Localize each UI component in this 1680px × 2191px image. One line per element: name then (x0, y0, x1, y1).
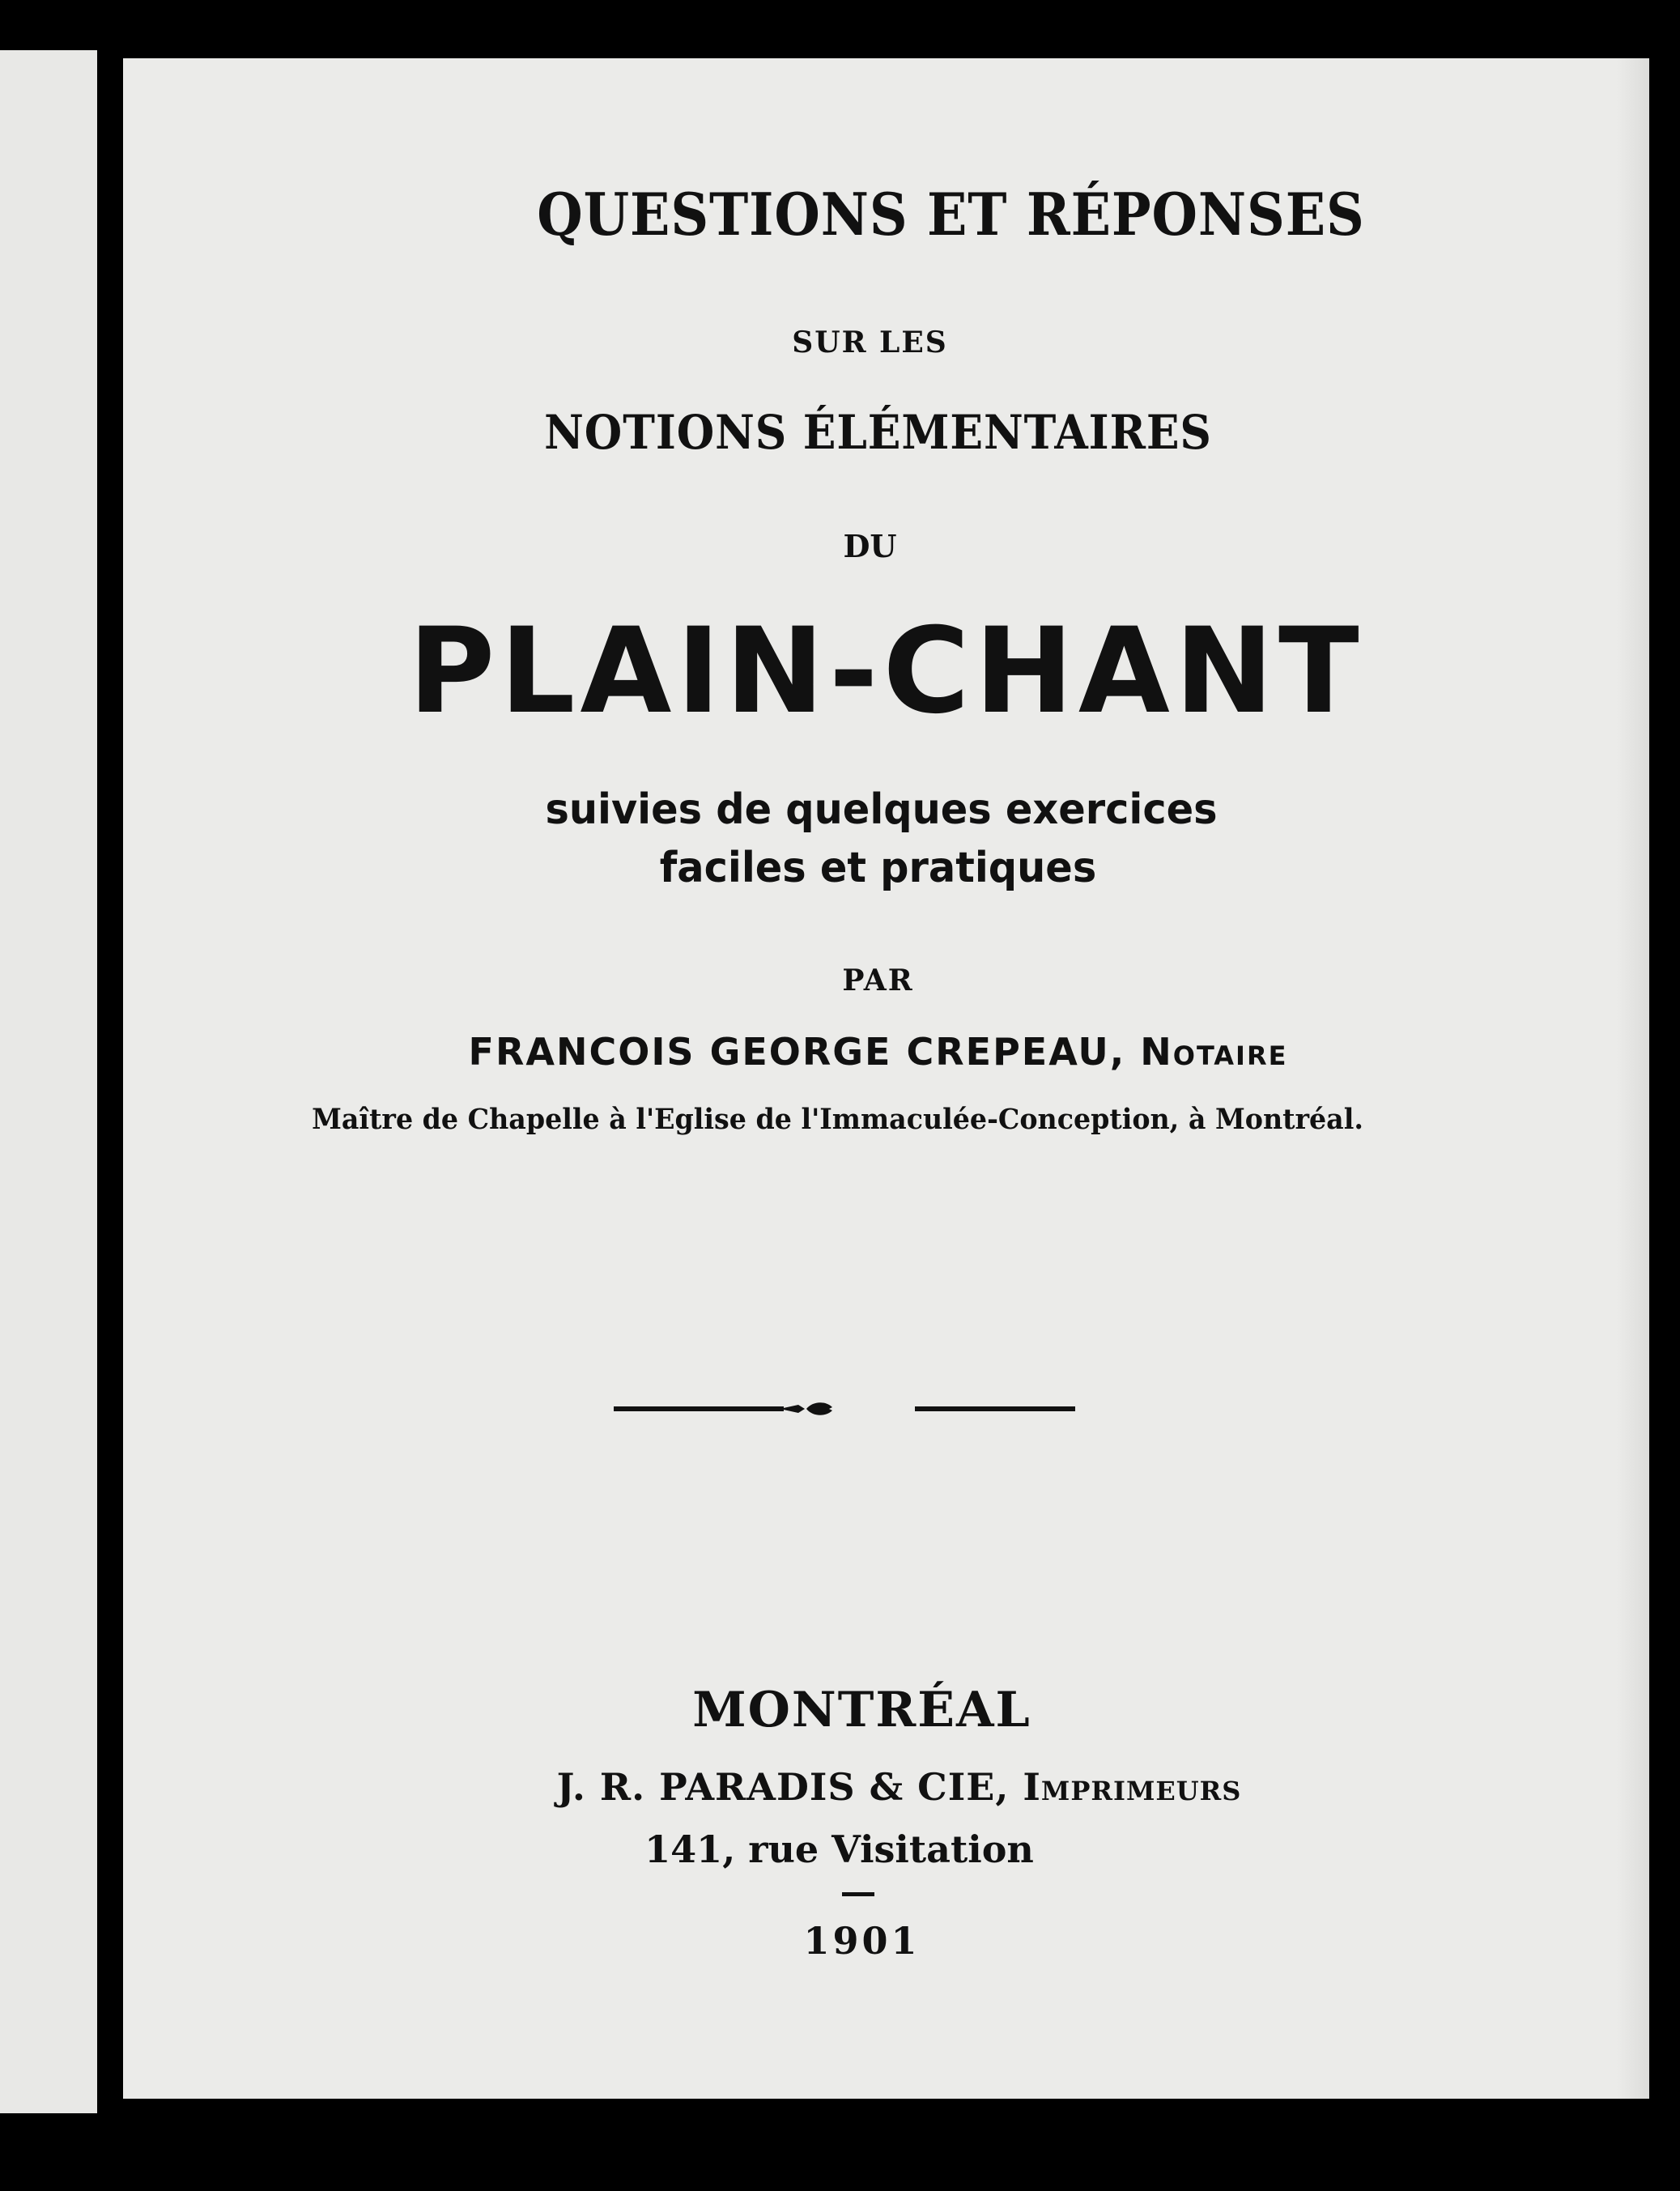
printer-name: J. R. PARADIS & CIE, (556, 1765, 1010, 1809)
main-title: PLAIN-CHANT (408, 602, 1364, 740)
notions-line: NOTIONS ÉLÉMENTAIRES (544, 405, 1212, 460)
par-line: PAR (842, 964, 914, 998)
adjacent-page-strip (0, 50, 107, 2113)
city-line: MONTRÉAL (692, 1682, 1031, 1738)
author-title: Notaire (1140, 1030, 1288, 1074)
subtitle-line-2: faciles et pratiques (659, 844, 1097, 892)
title-line: QUESTIONS ET RÉPONSES (537, 180, 1365, 249)
author-name: FRANCOIS GEORGE CREPEAU, (468, 1030, 1126, 1074)
title-page (123, 58, 1649, 2099)
sur-les-line: SUR LES (792, 325, 948, 359)
address-line: 141, rue Visitation (644, 1827, 1034, 1871)
year-rule (842, 1892, 874, 1896)
subtitle-line-1: suivies de quelques exercices (545, 785, 1218, 834)
year-line: 1901 (803, 1919, 921, 1963)
author-line (115, 1030, 1641, 1074)
author-position: Maître de Chapelle à l'Eglise de l'Immaculée-Conception, à Montréal. (312, 1103, 1363, 1136)
ornament-divider (614, 1396, 1075, 1420)
printer-line (136, 1765, 1662, 1809)
du-line: DU (843, 528, 897, 564)
printer-role: Imprimeurs (1023, 1765, 1242, 1809)
